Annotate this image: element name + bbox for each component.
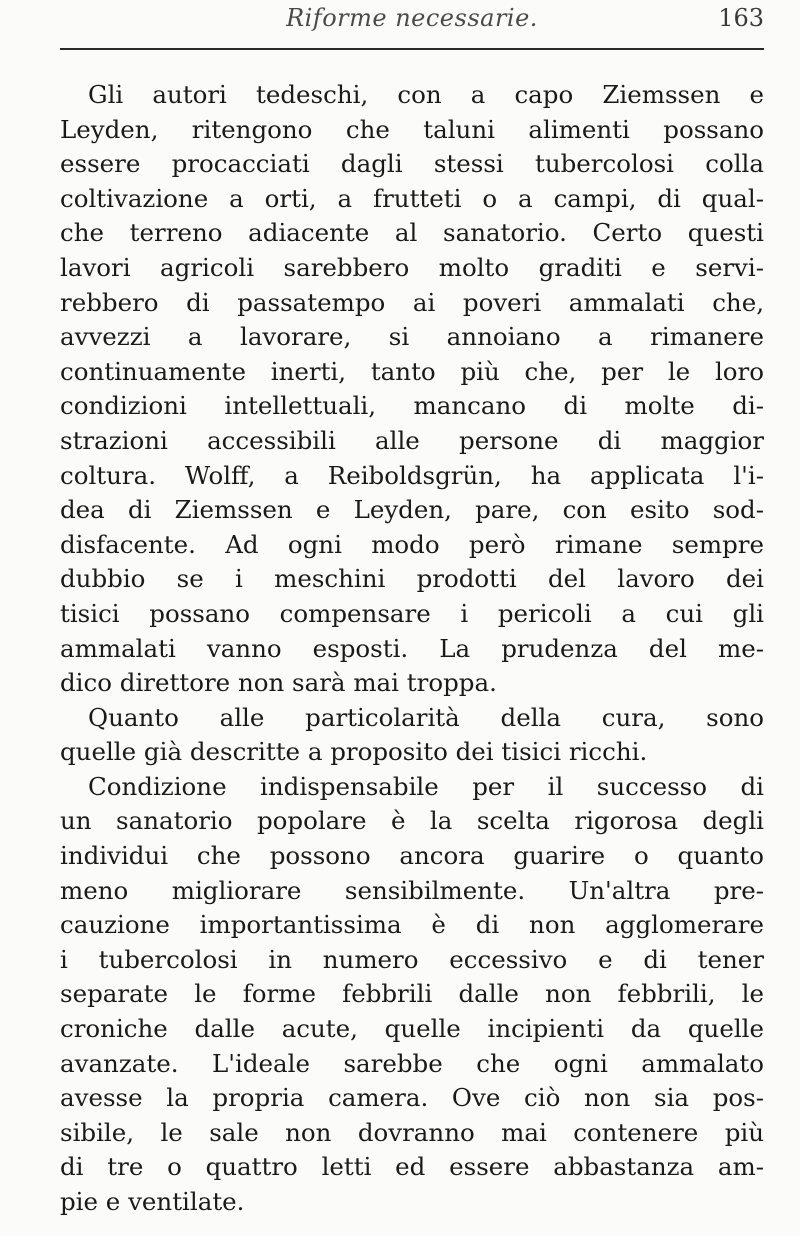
header-rule [60,48,764,50]
text-line: avvezzi a lavorare, si annoiano a rimanere [60,322,764,352]
text-line: coltura. Wolff, a Reiboldsgrün, ha applicata l'i- [60,460,764,490]
text-line: condizioni intellettuali, mancano di molte di- [60,391,764,421]
text-line: disfacente. Ad ogni modo però rimane sempre [60,529,764,559]
text-line: coltivazione a orti, a frutteti o a campi, di qual- [60,183,764,213]
text-line: lavori agricoli sarebbero molto graditi e servi- [60,252,764,282]
text-line: essere procacciati dagli stessi tubercolosi colla [60,149,764,179]
body-text [60,78,764,1220]
text-line: continuamente inerti, tanto più che, per le loro [60,356,764,386]
text-line: Condizione indispensabile per il successo di [88,771,764,801]
text-line: dico direttore non sarà mai troppa. [60,668,497,698]
text-line: avesse la propria camera. Ove ciò non sia pos- [60,1083,764,1113]
text-line: avanzate. L'ideale sarebbe che ogni ammalato [60,1048,764,1078]
text-line: pie e ventilate. [60,1187,245,1216]
text-line: quelle già descritte a proposito dei tisici ricchi. [60,737,648,767]
running-head [60,4,764,40]
text-line: Leyden, ritengono che taluni alimenti possano [60,114,764,144]
text-line: ammalati vanno esposti. La prudenza del me- [60,633,764,663]
text-line: strazioni accessibili alle persone di maggior [60,425,764,455]
text-line: Gli autori tedeschi, con a capo Ziemssen e [88,80,764,109]
text-line: sibile, le sale non dovranno mai contenere più [60,1117,764,1147]
text-line: croniche dalle acute, quelle incipienti da quelle [60,1014,764,1044]
text-line: Quanto alle particolarità della cura, sono [88,702,764,732]
text-line: i tubercolosi in numero eccessivo e di tener [60,944,764,974]
text-line: tisici possano compensare i pericoli a cui gli [60,598,764,628]
text-line: individui che possono ancora guarire o quanto [60,841,764,871]
text-line: dubbio se i meschini prodotti del lavoro dei [60,564,764,594]
text-line: dea di Ziemssen e Leyden, pare, con esito sod- [60,495,764,525]
text-line: rebbero di passatempo ai poveri ammalati che, [60,287,764,317]
text-line: che terreno adiacente al sanatorio. Certo questi [60,218,764,248]
text-line: di tre o quattro letti ed essere abbastanza am- [60,1152,764,1182]
running-title: Riforme necessarie. [286,4,538,32]
page-number: 163 [718,4,764,32]
text-line: un sanatorio popolare è la scelta rigorosa degli [60,806,764,836]
text-line: separate le forme febbrili dalle non febbrili, le [60,979,764,1009]
text-line: cauzione importantissima è di non agglomerare [60,910,764,940]
text-line: meno migliorare sensibilmente. Un'altra pre- [60,875,764,905]
